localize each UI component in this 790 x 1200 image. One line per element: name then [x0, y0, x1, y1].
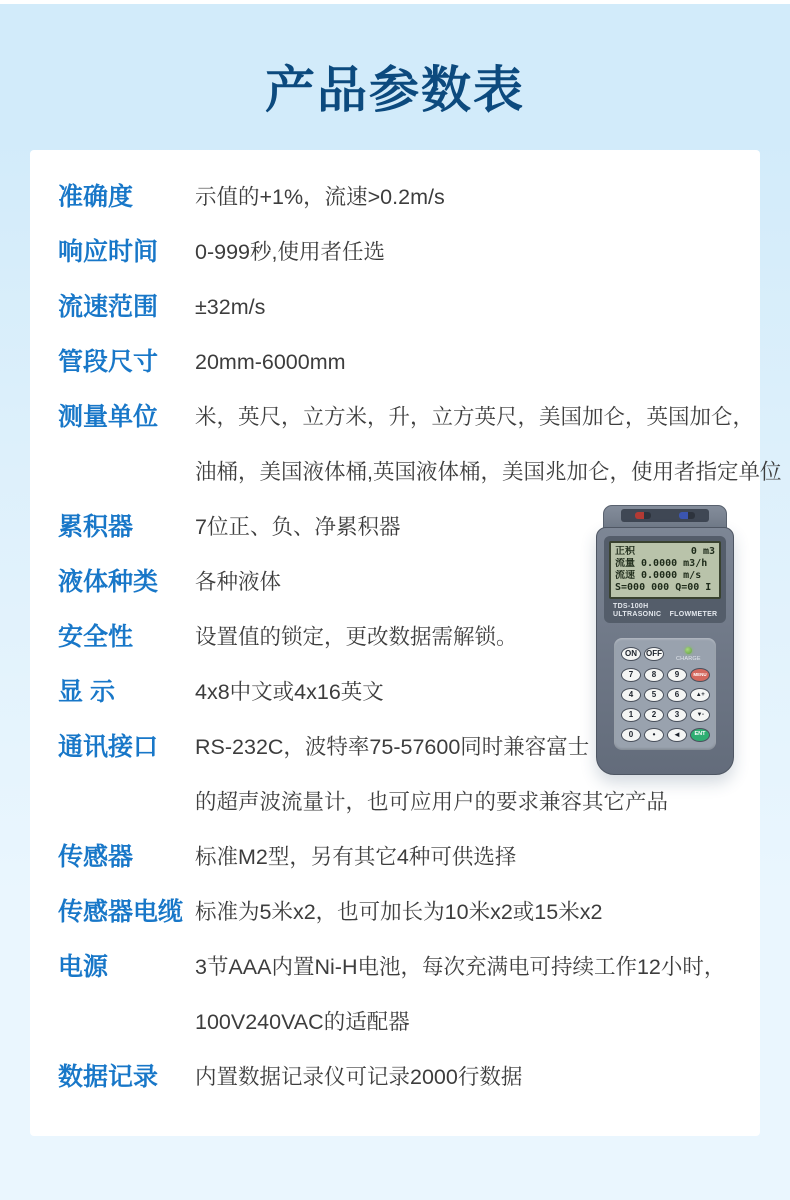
spec-label: 响应时间 — [58, 238, 159, 266]
screen-total-value: 0 m3 — [690, 546, 715, 557]
spec-value-line: 米，英尺，立方米，升，立方英尺，美国加仑，英国加仑， — [195, 405, 755, 429]
screen-line: 流速 0.0000 m/s — [615, 570, 702, 581]
connector-red — [635, 512, 651, 519]
spec-value-line: 设置值的锁定，更改数据需解锁。 — [195, 625, 518, 649]
screen-line: S=000 000 Q=00 I — [615, 582, 712, 593]
spec-value — [195, 335, 346, 390]
keypad-row — [621, 688, 716, 702]
spec-row-response-time — [58, 225, 760, 280]
spec-value-line: 示值的+1%，流速>0.2m/s — [195, 185, 445, 209]
key-5: 5 — [644, 688, 664, 702]
key-ent: ENT — [690, 728, 710, 742]
spec-row-pipe-size — [58, 335, 760, 390]
spec-label: 显 示 — [58, 678, 115, 706]
keypad-row — [621, 728, 716, 742]
spec-value-line: 20mm-6000mm — [195, 350, 346, 374]
spec-label: 流速范围 — [58, 293, 159, 321]
key-down-icon: ▼- — [690, 708, 710, 722]
spec-label: 传感器电缆 — [58, 898, 184, 926]
spec-value — [195, 885, 602, 940]
spec-value-line: 7位正、负、净累积器 — [195, 515, 401, 539]
spec-row-data-logging — [58, 1050, 760, 1105]
spec-value-line: 内置数据记录仪可记录2000行数据 — [195, 1065, 523, 1089]
spec-value-line: 100V240VAC的适配器 — [195, 1010, 410, 1034]
spec-label: 通讯接口 — [58, 733, 159, 761]
spec-value — [195, 665, 384, 720]
keypad-row — [621, 708, 716, 722]
spec-value — [195, 1050, 522, 1105]
key-6: 6 — [667, 688, 687, 702]
key-9: 9 — [667, 668, 687, 682]
key-8: 8 — [644, 668, 664, 682]
spec-value — [195, 555, 281, 610]
spec-value — [195, 225, 385, 280]
spec-label: 累积器 — [58, 513, 134, 541]
device-screen — [609, 541, 721, 599]
model-label: TDS-100H — [613, 603, 649, 610]
key-3: 3 — [667, 708, 687, 722]
key-1: 1 — [621, 708, 641, 722]
spec-value-line: 各种液体 — [195, 570, 282, 594]
charge-led-icon — [685, 647, 692, 654]
device-branding — [609, 599, 721, 619]
key-dot-icon: • — [644, 728, 664, 742]
key-on: ON — [621, 647, 641, 661]
spec-value-line: 的超声波流量计，也可应用户的要求兼容其它产品 — [195, 790, 669, 814]
spec-value-line: 0-999秒,使用者任选 — [195, 240, 385, 264]
spec-label: 液体种类 — [58, 568, 159, 596]
spec-value-line: 油桶，美国液体桶,英国液体桶，美国兆加仑，使用者指定单位 — [195, 460, 782, 484]
spec-value — [195, 830, 516, 885]
key-off: OFF — [644, 647, 664, 661]
key-left-icon: ◄ — [667, 728, 687, 742]
spec-label: 电源 — [58, 953, 109, 981]
charge-indicator — [676, 647, 701, 662]
key-7: 7 — [621, 668, 641, 682]
spec-row-accuracy — [58, 170, 760, 225]
key-0: 0 — [621, 728, 641, 742]
spec-row-transducer — [58, 830, 760, 885]
spec-value-line: RS-232C，波特率75-57600同时兼容富士 — [195, 735, 590, 759]
page-title: 产品参数表 — [265, 62, 525, 118]
spec-value — [195, 280, 265, 335]
screen-total-label: 正积 — [615, 546, 635, 557]
spec-value-line: 3节AAA内置Ni-H电池，每次充满电可持续工作12小时， — [195, 955, 726, 979]
spec-label: 传感器 — [58, 843, 134, 871]
connector-recess — [621, 509, 709, 522]
screen-bezel — [604, 536, 726, 623]
spec-value — [195, 500, 400, 555]
keypad-row — [621, 668, 716, 682]
key-menu: MENU — [690, 668, 710, 682]
keypad-row — [621, 645, 716, 662]
connector-blue — [679, 512, 695, 519]
spec-value — [195, 940, 725, 1050]
spec-label: 准确度 — [58, 183, 134, 211]
spec-row-velocity-range — [58, 280, 760, 335]
device-keypad — [614, 638, 716, 750]
spec-value — [195, 390, 781, 500]
spec-value-line: ±32m/s — [195, 295, 266, 319]
spec-label: 安全性 — [58, 623, 134, 651]
screen-line: 流量 0.0000 m3/h — [615, 558, 708, 569]
spec-label: 管段尺寸 — [58, 348, 159, 376]
spec-row-power — [58, 940, 760, 1050]
key-up-icon: ▲+ — [690, 688, 710, 702]
spec-label: 数据记录 — [58, 1063, 159, 1091]
charge-label: CHARGE — [676, 656, 701, 662]
spec-value — [195, 170, 445, 225]
spec-value-line: 4x8中文或4x16英文 — [195, 680, 384, 704]
device-body — [596, 527, 734, 775]
key-2: 2 — [644, 708, 664, 722]
spec-row-transducer-cable — [58, 885, 760, 940]
spec-row-measure-units — [58, 390, 782, 500]
device-photo — [596, 505, 734, 775]
screen-line — [615, 546, 715, 558]
type-label: ULTRASONIC FLOWMETER — [613, 611, 718, 618]
spec-value-line: 标准M2型，另有其它4种可供选择 — [195, 845, 517, 869]
key-4: 4 — [621, 688, 641, 702]
spec-value-line: 标准为5米x2，也可加长为10米x2或15米x2 — [195, 900, 603, 924]
spec-value — [195, 610, 518, 665]
spec-label: 测量单位 — [58, 403, 159, 431]
